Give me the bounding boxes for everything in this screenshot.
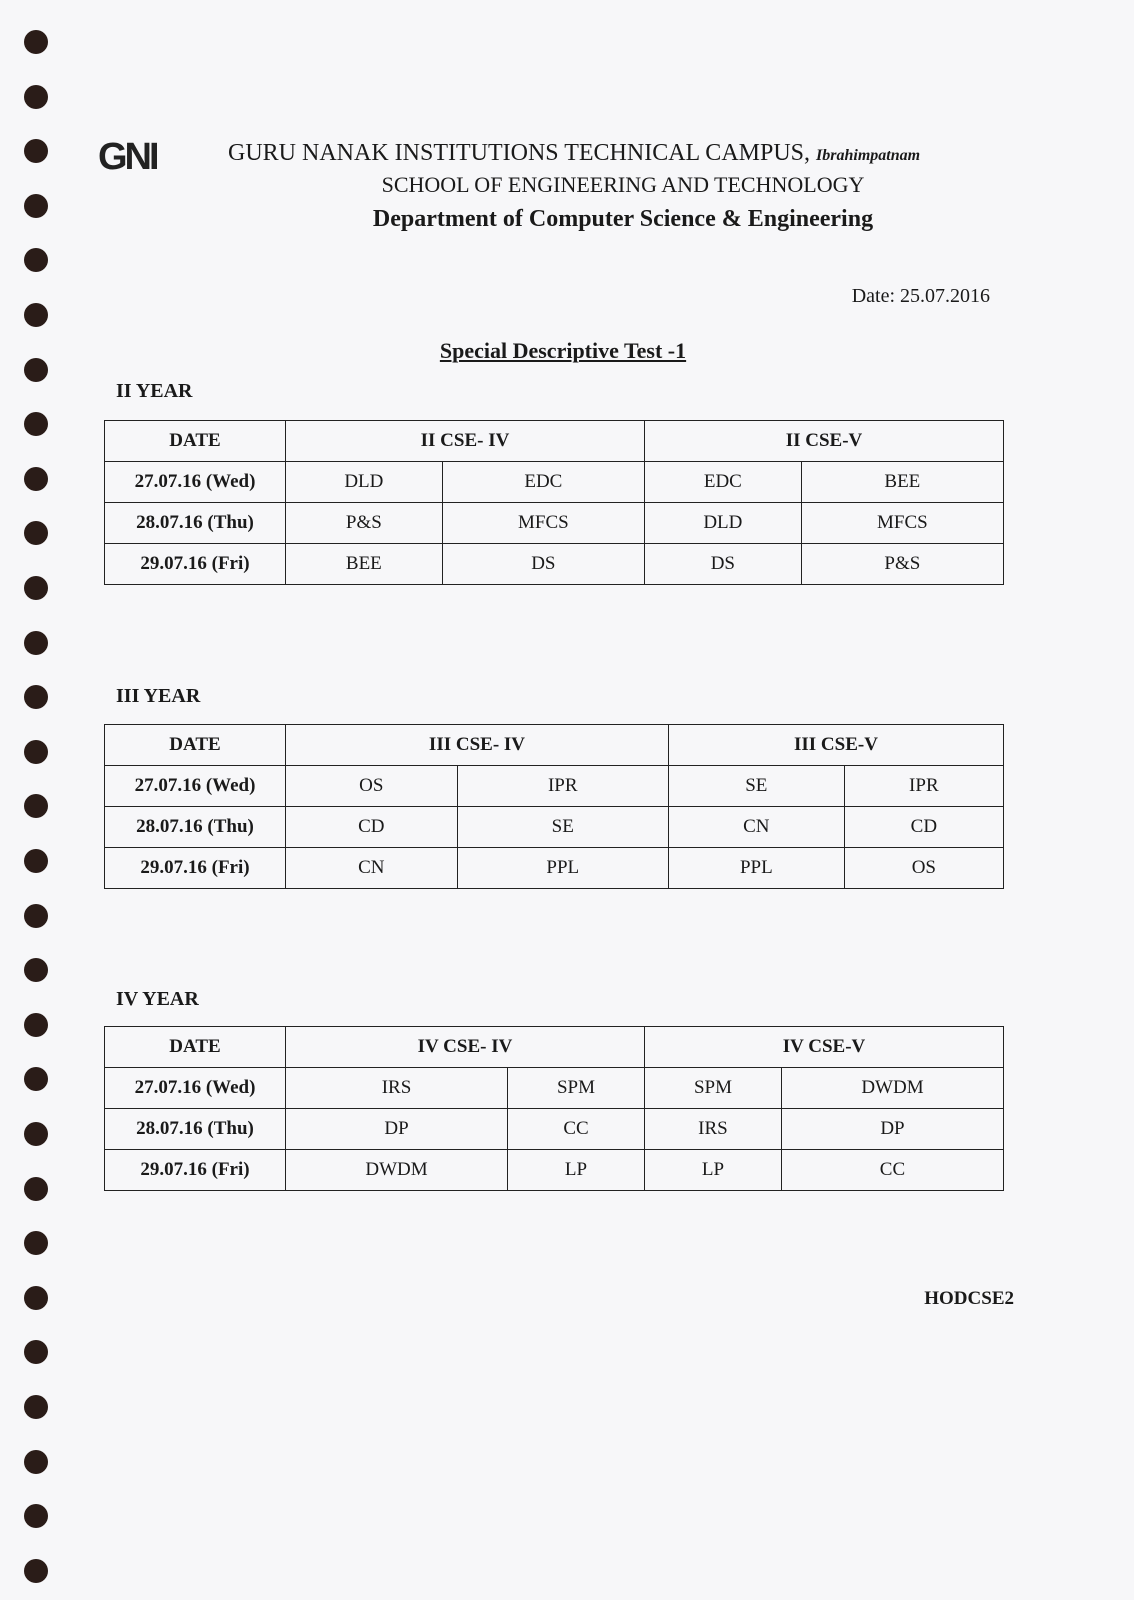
section-header: IV CSE-V: [644, 1027, 1003, 1068]
binder-hole: [24, 685, 48, 709]
subject-cell: OS: [286, 766, 458, 807]
binder-hole: [24, 1450, 48, 1474]
date-cell: 27.07.16 (Wed): [105, 462, 286, 503]
document-title: Special Descriptive Test -1: [439, 338, 687, 363]
institution-location: Ibrahimpatnam: [816, 147, 921, 164]
subject-cell: BEE: [286, 544, 443, 585]
institution-text: GURU NANAK INSTITUTIONS TECHNICAL CAMPUS,: [228, 140, 811, 166]
binder-hole: [24, 1340, 48, 1364]
subject-cell: EDC: [442, 462, 644, 503]
date-cell: 28.07.16 (Thu): [105, 807, 286, 848]
subject-cell: CC: [508, 1109, 645, 1150]
subject-cell: P&S: [286, 503, 443, 544]
section-header: II CSE-V: [644, 421, 1003, 462]
gni-logo: GNI: [98, 136, 157, 178]
date-cell: 29.07.16 (Fri): [105, 544, 286, 585]
binder-hole: [24, 1067, 48, 1091]
school-name: SCHOOL OF ENGINEERING AND TECHNOLOGY: [381, 172, 865, 197]
binder-hole: [24, 30, 48, 54]
year-heading: IV YEAR: [116, 988, 199, 1010]
binder-hole: [24, 412, 48, 436]
subject-cell: DP: [781, 1109, 1003, 1150]
binder-hole: [24, 1177, 48, 1201]
year-heading: III YEAR: [116, 685, 201, 707]
subject-cell: DWDM: [781, 1068, 1003, 1109]
section-header: II CSE- IV: [286, 421, 645, 462]
date-cell: 29.07.16 (Fri): [105, 848, 286, 889]
document-date: Date: 25.07.2016: [851, 285, 990, 307]
date-cell: 28.07.16 (Thu): [105, 503, 286, 544]
table-header-row: [105, 1027, 1004, 1068]
subject-cell: LP: [508, 1150, 645, 1191]
binder-hole: [24, 1122, 48, 1146]
department-name: Department of Computer Science & Engineering: [372, 206, 874, 232]
section-header: III CSE- IV: [286, 725, 669, 766]
binder-hole: [24, 1286, 48, 1310]
date-cell: 27.07.16 (Wed): [105, 766, 286, 807]
schedule-table: [104, 724, 1004, 889]
binder-hole: [24, 248, 48, 272]
table-row: [105, 766, 1004, 807]
table-row: [105, 807, 1004, 848]
table-row: [105, 848, 1004, 889]
subject-cell: P&S: [801, 544, 1003, 585]
section-header: III CSE-V: [668, 725, 1003, 766]
binder-hole: [24, 1559, 48, 1583]
year-heading: II YEAR: [116, 380, 193, 402]
subject-cell: EDC: [644, 462, 801, 503]
binder-hole: [24, 1395, 48, 1419]
subject-cell: MFCS: [801, 503, 1003, 544]
subject-cell: IPR: [457, 766, 668, 807]
schedule-table: [104, 1026, 1004, 1191]
subject-cell: OS: [844, 848, 1003, 889]
binder-hole: [24, 303, 48, 327]
subject-cell: CN: [668, 807, 844, 848]
subject-cell: SPM: [644, 1068, 781, 1109]
subject-cell: DP: [286, 1109, 508, 1150]
subject-cell: IPR: [844, 766, 1003, 807]
binder-hole: [24, 467, 48, 491]
subject-cell: CD: [844, 807, 1003, 848]
subject-cell: CC: [781, 1150, 1003, 1191]
binder-hole: [24, 1231, 48, 1255]
table-row: [105, 462, 1004, 503]
table-row: [105, 1068, 1004, 1109]
subject-cell: DLD: [286, 462, 443, 503]
subject-cell: IRS: [644, 1109, 781, 1150]
subject-cell: SE: [457, 807, 668, 848]
date-cell: 28.07.16 (Thu): [105, 1109, 286, 1150]
date-cell: 29.07.16 (Fri): [105, 1150, 286, 1191]
subject-cell: BEE: [801, 462, 1003, 503]
table-header-row: [105, 421, 1004, 462]
schedule-table: [104, 420, 1004, 585]
binder-hole: [24, 849, 48, 873]
subject-cell: DS: [644, 544, 801, 585]
subject-cell: CD: [286, 807, 458, 848]
subject-cell: MFCS: [442, 503, 644, 544]
binder-hole: [24, 904, 48, 928]
section-header: IV CSE- IV: [286, 1027, 645, 1068]
binder-hole: [24, 1013, 48, 1037]
table-row: [105, 1150, 1004, 1191]
table-row: [105, 1109, 1004, 1150]
subject-cell: CN: [286, 848, 458, 889]
binder-hole: [24, 1504, 48, 1528]
date-header: DATE: [105, 725, 286, 766]
table-header-row: [105, 725, 1004, 766]
subject-cell: DWDM: [286, 1150, 508, 1191]
date-header: DATE: [105, 421, 286, 462]
table-row: [105, 503, 1004, 544]
subject-cell: SPM: [508, 1068, 645, 1109]
binder-hole: [24, 85, 48, 109]
subject-cell: DS: [442, 544, 644, 585]
subject-cell: SE: [668, 766, 844, 807]
binder-hole: [24, 794, 48, 818]
subject-cell: DLD: [644, 503, 801, 544]
binder-hole: [24, 521, 48, 545]
subject-cell: PPL: [457, 848, 668, 889]
subject-cell: PPL: [668, 848, 844, 889]
binder-hole: [24, 576, 48, 600]
subject-cell: IRS: [286, 1068, 508, 1109]
signature: HODCSE2: [924, 1288, 1014, 1309]
subject-cell: LP: [644, 1150, 781, 1191]
institution-name: [228, 140, 920, 167]
binder-hole: [24, 740, 48, 764]
date-header: DATE: [105, 1027, 286, 1068]
binder-hole: [24, 958, 48, 982]
table-row: [105, 544, 1004, 585]
binder-hole: [24, 139, 48, 163]
binder-hole: [24, 631, 48, 655]
date-cell: 27.07.16 (Wed): [105, 1068, 286, 1109]
